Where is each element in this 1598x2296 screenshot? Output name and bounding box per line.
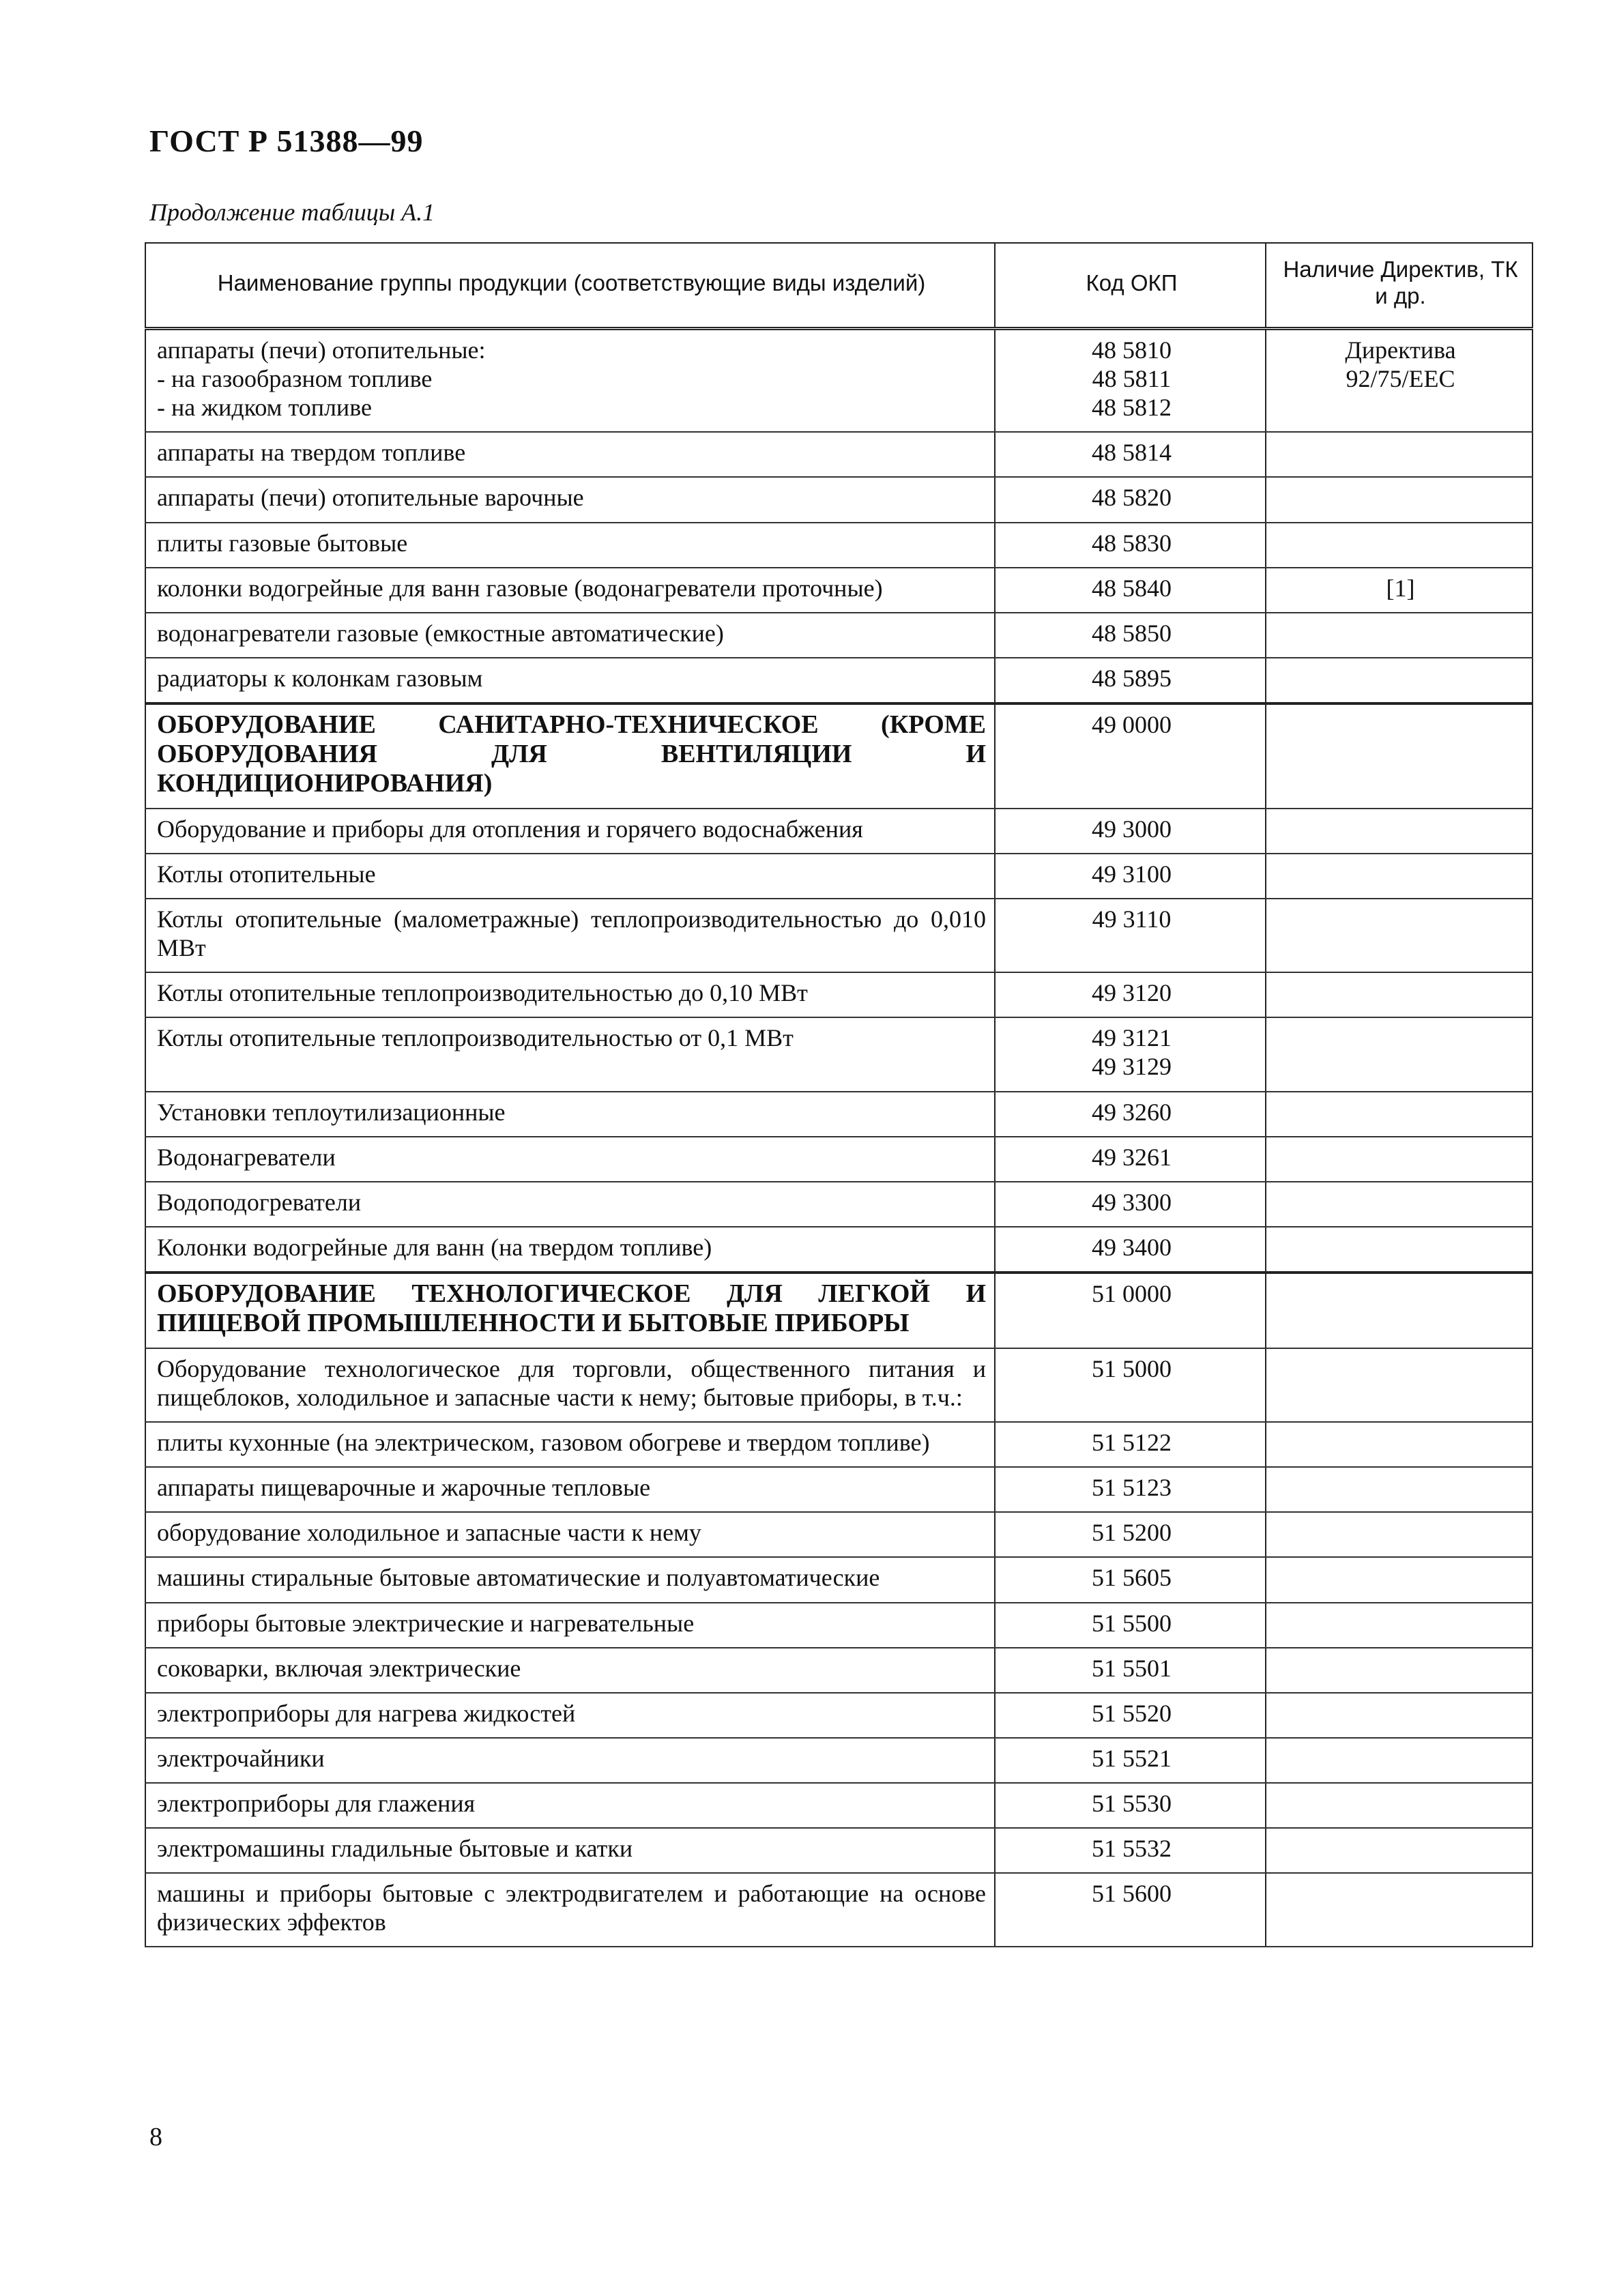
header-note: Наличие Директив, ТК и др. — [1266, 243, 1532, 329]
table-row — [145, 703, 1532, 809]
table-body — [145, 329, 1532, 1947]
table-cell-note — [1266, 809, 1532, 854]
table-cell-name: электроприборы для глажения — [145, 1783, 995, 1828]
table-cell-name: колонки водогрейные для ванн газовые (водонагреватели проточные) — [145, 568, 995, 613]
table-row — [145, 477, 1532, 522]
table-cell-name: Котлы отопительные — [145, 854, 995, 899]
table-row — [145, 1693, 1532, 1738]
table-cell-code: 48 5830 — [995, 523, 1266, 568]
table-cell-code: 48 5820 — [995, 477, 1266, 522]
table-row — [145, 1348, 1532, 1422]
table-cell-name: приборы бытовые электрические и нагревательные — [145, 1603, 995, 1648]
table-row — [145, 1182, 1532, 1227]
table-cell-name: электроприборы для нагрева жидкостей — [145, 1693, 995, 1738]
table-cell-note — [1266, 1783, 1532, 1828]
table-row — [145, 432, 1532, 477]
table-cell-name: Водоподогреватели — [145, 1182, 995, 1227]
table-cell-note: Директива 92/75/ЕЕС — [1266, 329, 1532, 433]
table-cell-code: 51 5501 — [995, 1648, 1266, 1693]
table-cell-note — [1266, 1273, 1532, 1348]
table-row — [145, 1603, 1532, 1648]
table-row — [145, 1512, 1532, 1557]
table-cell-name: водонагреватели газовые (емкостные автоматические) — [145, 613, 995, 658]
table-cell-note — [1266, 1137, 1532, 1182]
table-cell-code: 51 5532 — [995, 1828, 1266, 1873]
table-cell-code: 49 3110 — [995, 899, 1266, 972]
table-cell-name: электрочайники — [145, 1738, 995, 1783]
table-cell-note — [1266, 1422, 1532, 1467]
table-cell-code: 51 5600 — [995, 1873, 1266, 1947]
table-cell-code: 51 5122 — [995, 1422, 1266, 1467]
table-row — [145, 854, 1532, 899]
table-row — [145, 1783, 1532, 1828]
table-cell-note — [1266, 972, 1532, 1017]
header-code: Код ОКП — [995, 243, 1266, 329]
table-cell-note — [1266, 1227, 1532, 1273]
table-cell-note — [1266, 1092, 1532, 1137]
table-cell-code: 49 3000 — [995, 809, 1266, 854]
table-cell-code: 48 5810 48 5811 48 5812 — [995, 329, 1266, 433]
table-cell-code: 49 3300 — [995, 1182, 1266, 1227]
table-cell-note — [1266, 523, 1532, 568]
table-cell-note — [1266, 1182, 1532, 1227]
table-cell-note — [1266, 1738, 1532, 1783]
table-row — [145, 1017, 1532, 1091]
table-cell-code: 49 3400 — [995, 1227, 1266, 1273]
table-cell-note — [1266, 899, 1532, 972]
table-row — [145, 658, 1532, 703]
table-cell-code: 51 5520 — [995, 1693, 1266, 1738]
table-cell-note — [1266, 1693, 1532, 1738]
table-row — [145, 972, 1532, 1017]
table-cell-name: аппараты на твердом топливе — [145, 432, 995, 477]
table-row — [145, 1648, 1532, 1693]
table-cell-name: соковарки, включая электрические — [145, 1648, 995, 1693]
table-cell-code: 48 5895 — [995, 658, 1266, 703]
table-row — [145, 329, 1532, 433]
table-cell-note — [1266, 703, 1532, 809]
table-row — [145, 1873, 1532, 1947]
table-cell-code: 51 5530 — [995, 1783, 1266, 1828]
table-cell-code: 48 5850 — [995, 613, 1266, 658]
product-table — [145, 242, 1533, 1947]
table-cell-section-name: ОБОРУДОВАНИЕ ТЕХНОЛОГИЧЕСКОЕ ДЛЯ ЛЕГКОЙ И ПИЩЕВОЙ ПРОМЫШЛЕННОСТИ И БЫТОВЫЕ ПРИБОРЫ — [145, 1273, 995, 1348]
table-cell-code: 51 5200 — [995, 1512, 1266, 1557]
table-cell-note — [1266, 658, 1532, 703]
table-row — [145, 1422, 1532, 1467]
table-cell-note — [1266, 432, 1532, 477]
table-cell-note: [1] — [1266, 568, 1532, 613]
table-cell-note — [1266, 1603, 1532, 1648]
table-row — [145, 1738, 1532, 1783]
table-caption: Продолжение таблицы А.1 — [149, 199, 435, 226]
table-cell-code: 51 5521 — [995, 1738, 1266, 1783]
table-cell-name: электромашины гладильные бытовые и катки — [145, 1828, 995, 1873]
table-cell-code: 51 5000 — [995, 1348, 1266, 1422]
table-cell-name: Водонагреватели — [145, 1137, 995, 1182]
table-cell-name: оборудование холодильное и запасные части к нему — [145, 1512, 995, 1557]
table-cell-code: 51 5605 — [995, 1557, 1266, 1602]
table-cell-name: машины стиральные бытовые автоматические и полуавтоматические — [145, 1557, 995, 1602]
table-cell-name: Оборудование и приборы для отопления и горячего водоснабжения — [145, 809, 995, 854]
table-row — [145, 809, 1532, 854]
document-title: ГОСТ Р 51388—99 — [149, 123, 424, 158]
table-cell-note — [1266, 1348, 1532, 1422]
table-row — [145, 1137, 1532, 1182]
table-cell-note — [1266, 1873, 1532, 1947]
table-cell-name: Котлы отопительные (малометражные) теплопроизводительностью до 0,010 МВт — [145, 899, 995, 972]
table-cell-note — [1266, 477, 1532, 522]
table-cell-note — [1266, 1828, 1532, 1873]
page-number: 8 — [149, 2123, 162, 2151]
table-cell-code: 49 3120 — [995, 972, 1266, 1017]
table-row — [145, 1092, 1532, 1137]
table-row — [145, 1227, 1532, 1273]
table-cell-note — [1266, 613, 1532, 658]
table-cell-name: Установки теплоутилизационные — [145, 1092, 995, 1137]
table-header-row — [145, 243, 1532, 329]
table-cell-code: 49 3100 — [995, 854, 1266, 899]
table-cell-code: 48 5840 — [995, 568, 1266, 613]
table-cell-note — [1266, 854, 1532, 899]
table-row — [145, 613, 1532, 658]
table-cell-note — [1266, 1512, 1532, 1557]
table-cell-code: 49 3261 — [995, 1137, 1266, 1182]
table-cell-code: 49 0000 — [995, 703, 1266, 809]
table-row — [145, 1273, 1532, 1348]
table-cell-name: радиаторы к колонкам газовым — [145, 658, 995, 703]
table-row — [145, 1557, 1532, 1602]
table-cell-name: аппараты (печи) отопительные: - на газообразном топливе - на жидком топливе — [145, 329, 995, 433]
table-row — [145, 1828, 1532, 1873]
table-cell-name: аппараты пищеварочные и жарочные тепловые — [145, 1467, 995, 1512]
table-cell-name: плиты кухонные (на электрическом, газовом обогреве и твердом топливе) — [145, 1422, 995, 1467]
table-cell-note — [1266, 1467, 1532, 1512]
table-cell-name: Котлы отопительные теплопроизводительностью от 0,1 МВт — [145, 1017, 995, 1091]
table-row — [145, 899, 1532, 972]
table-cell-code: 51 5123 — [995, 1467, 1266, 1512]
table-cell-code: 51 5500 — [995, 1603, 1266, 1648]
table-cell-name: плиты газовые бытовые — [145, 523, 995, 568]
table-row — [145, 523, 1532, 568]
table-row — [145, 1467, 1532, 1512]
table-cell-code: 51 0000 — [995, 1273, 1266, 1348]
table-container — [145, 242, 1532, 1947]
table-row — [145, 568, 1532, 613]
table-cell-name: машины и приборы бытовые с электродвигателем и работающие на основе физических эффектов — [145, 1873, 995, 1947]
table-cell-section-name: ОБОРУДОВАНИЕ САНИТАРНО-ТЕХНИЧЕСКОЕ (КРОМЕ ОБОРУДОВАНИЯ ДЛЯ ВЕНТИЛЯЦИИ И КОНДИЦИОНИРОВАНИЯ) — [145, 703, 995, 809]
table-cell-name: Колонки водогрейные для ванн (на твердом топливе) — [145, 1227, 995, 1273]
header-name: Наименование группы продукции (соответствующие виды изделий) — [145, 243, 995, 329]
table-cell-note — [1266, 1557, 1532, 1602]
table-cell-code: 48 5814 — [995, 432, 1266, 477]
table-cell-name: Оборудование технологическое для торговли, общественного питания и пищеблоков, холодильное и запасные части к нему; бытовые приборы, в т.ч.: — [145, 1348, 995, 1422]
table-cell-code: 49 3260 — [995, 1092, 1266, 1137]
table-cell-name: аппараты (печи) отопительные варочные — [145, 477, 995, 522]
table-cell-code: 49 3121 49 3129 — [995, 1017, 1266, 1091]
table-cell-note — [1266, 1017, 1532, 1091]
table-cell-name: Котлы отопительные теплопроизводительностью до 0,10 МВт — [145, 972, 995, 1017]
table-cell-note — [1266, 1648, 1532, 1693]
